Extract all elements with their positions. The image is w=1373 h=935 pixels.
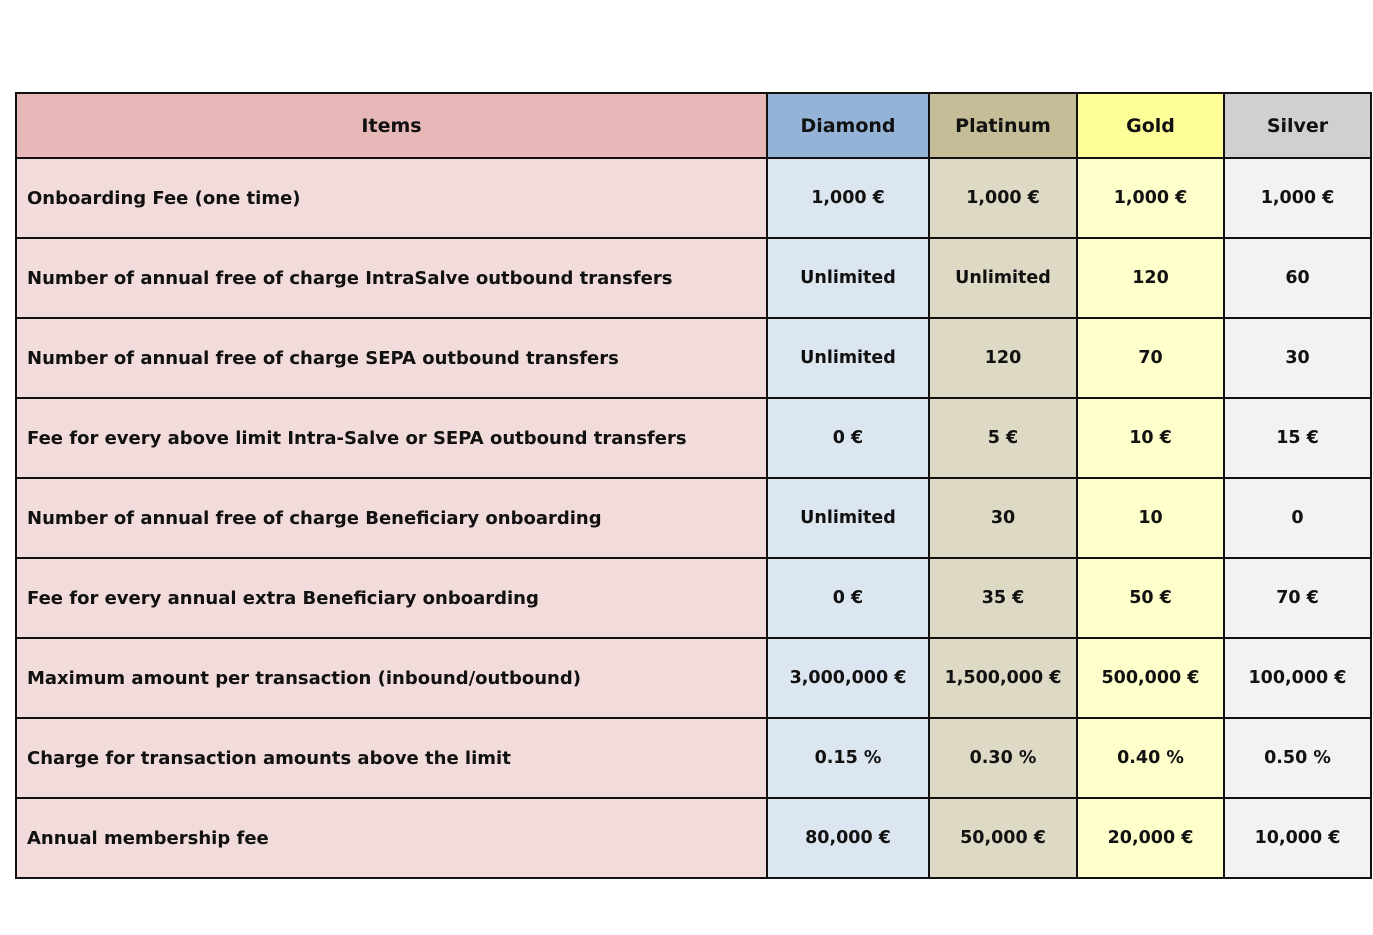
silver-value: 70 € — [1224, 558, 1371, 638]
platinum-value: 35 € — [929, 558, 1077, 638]
gold-value: 120 — [1077, 238, 1224, 318]
gold-value: 50 € — [1077, 558, 1224, 638]
header-gold: Gold — [1077, 93, 1224, 158]
table-row — [16, 798, 1371, 878]
header-diamond: Diamond — [767, 93, 929, 158]
item-label: Annual membership fee — [16, 798, 767, 878]
diamond-value: 3,000,000 € — [767, 638, 929, 718]
gold-value: 20,000 € — [1077, 798, 1224, 878]
header-items: Items — [16, 93, 767, 158]
diamond-value: Unlimited — [767, 238, 929, 318]
silver-value: 30 — [1224, 318, 1371, 398]
silver-value: 0 — [1224, 478, 1371, 558]
item-label: Number of annual free of charge Beneficiary onboarding — [16, 478, 767, 558]
platinum-value: 1,000 € — [929, 158, 1077, 238]
item-label: Number of annual free of charge IntraSalve outbound transfers — [16, 238, 767, 318]
table-row — [16, 718, 1371, 798]
platinum-value: 120 — [929, 318, 1077, 398]
gold-value: 500,000 € — [1077, 638, 1224, 718]
item-label: Maximum amount per transaction (inbound/outbound) — [16, 638, 767, 718]
silver-value: 15 € — [1224, 398, 1371, 478]
diamond-value: 80,000 € — [767, 798, 929, 878]
table-row — [16, 398, 1371, 478]
gold-value: 1,000 € — [1077, 158, 1224, 238]
silver-value: 1,000 € — [1224, 158, 1371, 238]
platinum-value: 5 € — [929, 398, 1077, 478]
diamond-value: 0 € — [767, 558, 929, 638]
silver-value: 0.50 % — [1224, 718, 1371, 798]
diamond-value: 1,000 € — [767, 158, 929, 238]
silver-value: 100,000 € — [1224, 638, 1371, 718]
membership-fee-table — [15, 92, 1372, 879]
header-platinum: Platinum — [929, 93, 1077, 158]
table-row — [16, 558, 1371, 638]
table-row — [16, 638, 1371, 718]
silver-value: 10,000 € — [1224, 798, 1371, 878]
platinum-value: 1,500,000 € — [929, 638, 1077, 718]
header-silver: Silver — [1224, 93, 1371, 158]
platinum-value: 50,000 € — [929, 798, 1077, 878]
table-row — [16, 478, 1371, 558]
table-header-row — [16, 93, 1371, 158]
membership-fee-table-container — [15, 92, 1358, 879]
table-row — [16, 158, 1371, 238]
item-label: Onboarding Fee (one time) — [16, 158, 767, 238]
gold-value: 70 — [1077, 318, 1224, 398]
table-row — [16, 318, 1371, 398]
table-row — [16, 238, 1371, 318]
item-label: Number of annual free of charge SEPA outbound transfers — [16, 318, 767, 398]
gold-value: 0.40 % — [1077, 718, 1224, 798]
silver-value: 60 — [1224, 238, 1371, 318]
diamond-value: Unlimited — [767, 318, 929, 398]
item-label: Charge for transaction amounts above the limit — [16, 718, 767, 798]
gold-value: 10 — [1077, 478, 1224, 558]
diamond-value: 0 € — [767, 398, 929, 478]
platinum-value: 30 — [929, 478, 1077, 558]
platinum-value: 0.30 % — [929, 718, 1077, 798]
diamond-value: Unlimited — [767, 478, 929, 558]
item-label: Fee for every above limit Intra-Salve or SEPA outbound transfers — [16, 398, 767, 478]
platinum-value: Unlimited — [929, 238, 1077, 318]
item-label: Fee for every annual extra Beneficiary onboarding — [16, 558, 767, 638]
gold-value: 10 € — [1077, 398, 1224, 478]
diamond-value: 0.15 % — [767, 718, 929, 798]
